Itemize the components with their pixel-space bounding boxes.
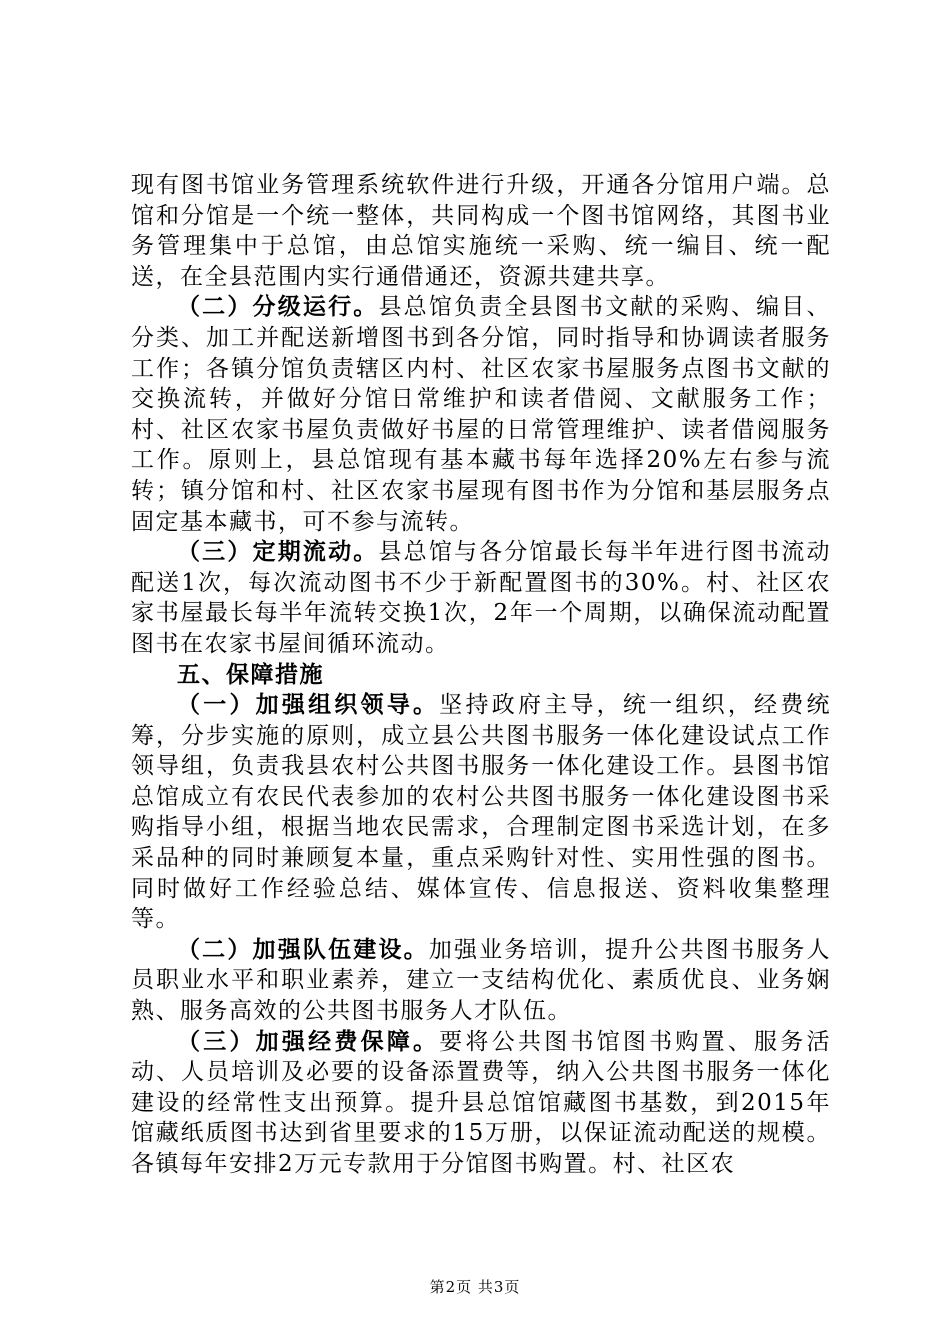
paragraph-lead: （三）定期流动。 [177,538,379,566]
paragraph-body: 县总馆负责全县图书文献的采购、编目、分类、加工并配送新增图书到各分馆，同时指导和协调读者服务工作；各镇分馆负责辖区内村、社区农家书屋服务点图书文献的交换流转，并做好分馆日常维护和读者借阅、文献服务工作；村、社区农家书屋负责做好书屋的日常管理维护、读者借阅服务工作。原则上，县总馆现有基本藏书每年选择20%左右参与流转；镇分馆和村、社区农家书屋现有图书作为分馆和基层服务点固定基本藏书，可不参与流转。 [131,294,832,535]
paragraph-organization-leadership [131,690,831,935]
section-heading: 五、保障措施 [177,660,324,688]
paragraph-tiered-operation [131,292,831,537]
paragraph-lead: （二）加强队伍建设。 [177,935,429,963]
paragraph-body: 县总馆与各分馆最长每半年进行图书流动配送1次，每次流动图书不少于新配置图书的30%。村、社区农家书屋最长每半年流转交换1次，2年一个周期，以确保流动配置图书在农家书屋间循环流动。 [131,539,832,657]
paragraph-funding-guarantee [131,1027,831,1180]
paragraph-lead: （三）加强经费保障。 [177,1027,440,1055]
paragraph-lead: （二）分级运行。 [177,293,379,321]
page-number: 第2页 共3页 [429,1278,521,1296]
paragraph-body: 坚持政府主导，统一组织，经费统筹，分步实施的原则，成立县公共图书服务一体化建设试点工作领导组，负责我县农村公共图书服务一体化建设工作。县图书馆总馆成立有农民代表参加的农村公共图书服务一体化建设图书采购指导小组，根据当地农民需求，合理制定图书采选计划，在多采品种的同时兼顾复本量，重点采购针对性、实用性强的图书。同时做好工作经验总结、媒体宣传、信息报送、资料收集整理等。 [131,692,832,933]
paragraph-team-building [131,935,831,1027]
paragraph-continuation: 现有图书馆业务管理系统软件进行升级，开通各分馆用户端。总馆和分馆是一个统一整体，共同构成一个图书馆网络，其图书业务管理集中于总馆，由总馆实施统一采购、统一编目、统一配送，在全县范围内实行通借通还，资源共建共享。 [131,172,831,290]
paragraph-lead: （一）加强组织领导。 [177,691,440,719]
paragraph-periodic-circulation [131,537,831,659]
paragraph-body: 加强业务培训，提升公共图书服务人员职业水平和职业素养，建立一支结构优化、素质优良、业务娴熟、服务高效的公共图书服务人才队伍。 [131,936,832,1025]
paragraph-body: 要将公共图书馆图书购置、服务活动、人员培训及必要的设备添置费等，纳入公共图书服务一体化建设的经常性支出预算。提升县总馆馆藏图书基数，到2015年馆藏纸质图书达到省里要求的15万册，以保证流动配送的规模。各镇每年安排2万元专款用于分馆图书购置。村、社区农 [131,1028,832,1177]
document-body [131,170,831,1180]
